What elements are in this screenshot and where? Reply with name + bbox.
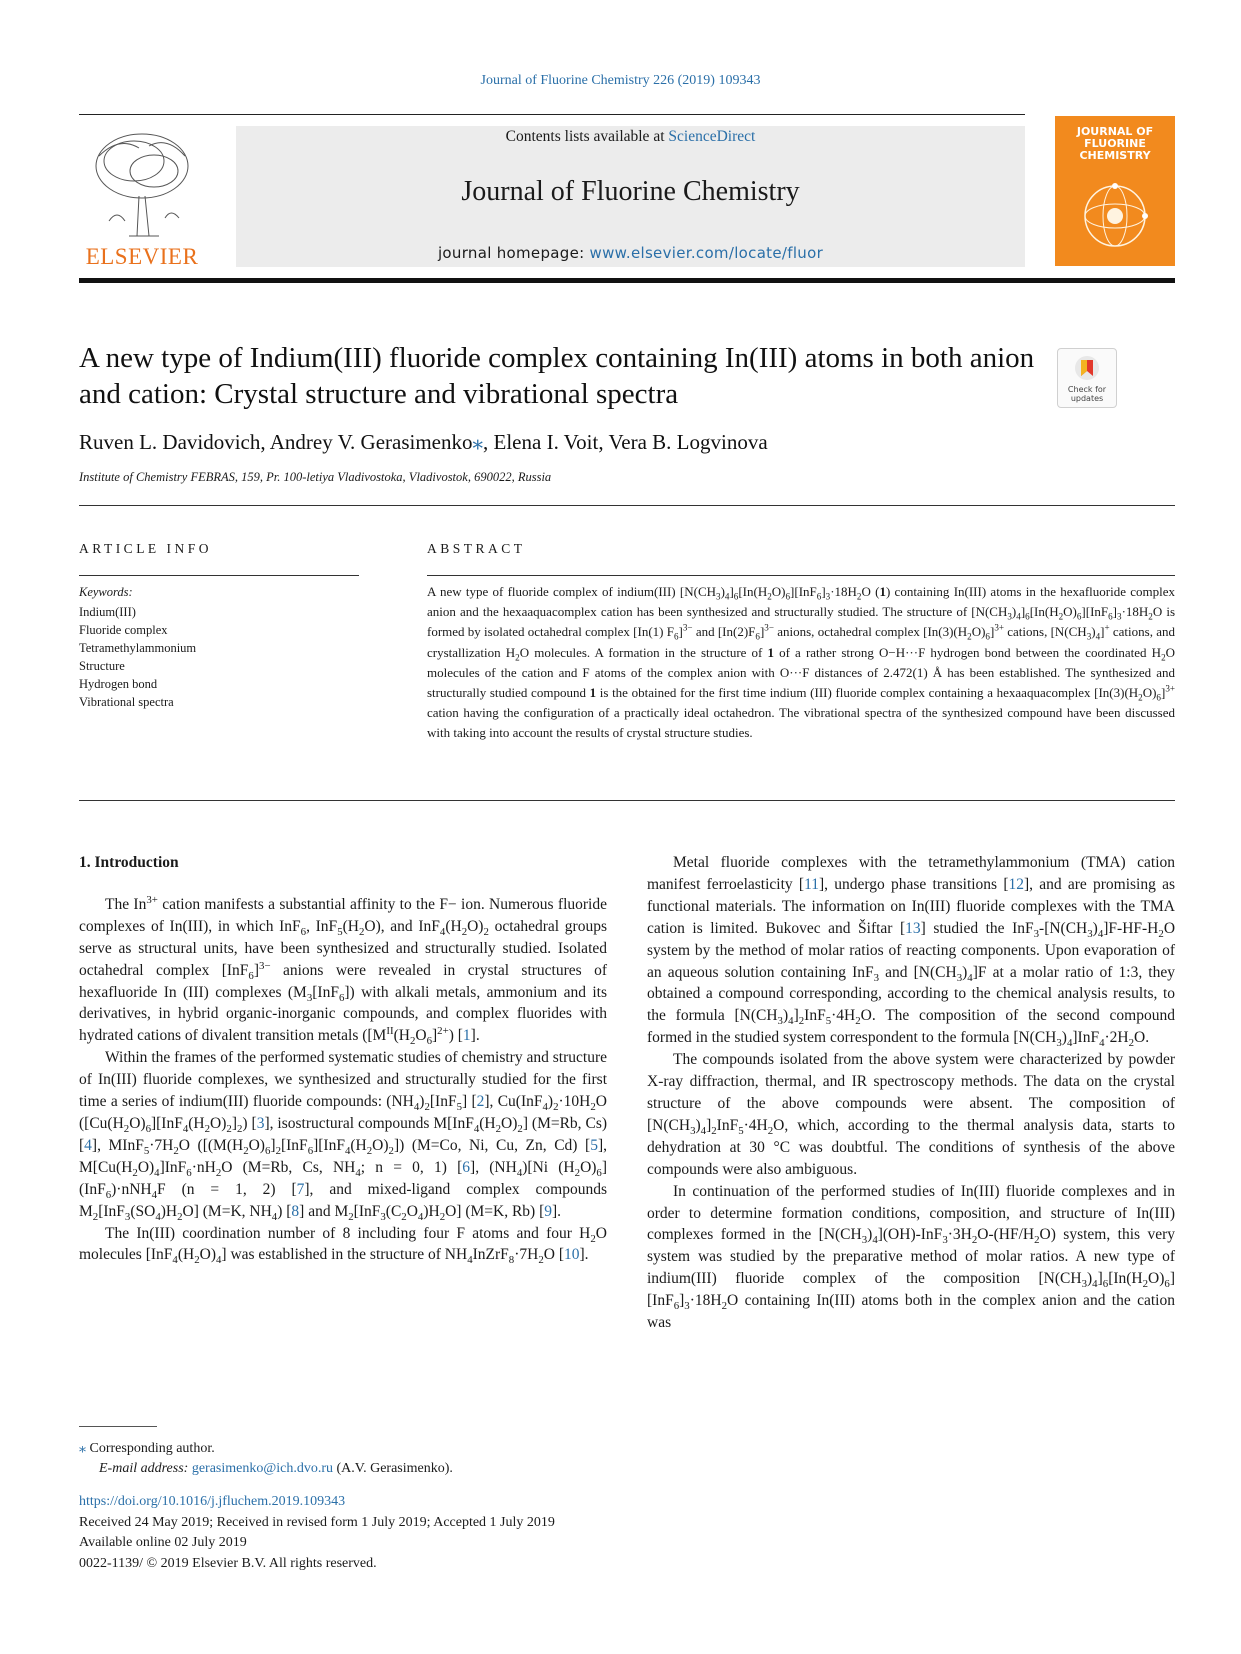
- publication-info: [79, 1492, 555, 1574]
- citation-link[interactable]: 11: [804, 875, 819, 893]
- body-paragraph: Metal fluoride complexes with the tetramethylammonium (TMA) cation manifest ferroelasticity [11], undergo phase transitions [12], and are promising as functional materials. The information on In(III) fluoride complexes with the TMA cation is limited. Bukovec and Šiftar [13] studied the $InF_3-[N(CH_3)_4]F-HF-H_2O$ system by the method of molar ratios of reacting components. Upon evaporation of an aqueous solution containing InF$_3$ and $[N(CH_3)_4]F$ at a molar ratio of 1:3, they obtained a compound corresponding, according to the chemical analysis results, to the formula $[N(CH_3)_4]_2InF_5\cdot 4H_2O$. The composition of the second compound formed in the studied system correspondent to the formula $[N(CH_3)_4]InF_4\cdot 2H_2O$.: [647, 854, 1176, 1050]
- corresponding-author-text: Corresponding author.: [89, 1441, 215, 1456]
- citation-link[interactable]: 4: [84, 1136, 92, 1154]
- keywords-list: [79, 603, 196, 711]
- journal-cover-image[interactable]: [1055, 116, 1175, 266]
- atom-icon: [1075, 176, 1155, 256]
- copyright: 0022-1139/ © 2019 Elsevier B.V. All rights reserved.: [79, 1555, 377, 1571]
- citation-link[interactable]: 9: [544, 1202, 553, 1220]
- citation-link[interactable]: 2: [476, 1093, 485, 1111]
- corresponding-author-footnote: [79, 1439, 453, 1479]
- bookmark-icon: [1074, 355, 1100, 383]
- body-column-right: [647, 852, 1175, 1334]
- abstract-text: A new type of fluoride complex of indium(III) $[N(CH_3)_4]_6[In(H_2O)_6][InF_6]_3\cdot 18H_2O$ (1) containing In(III) atoms in the hexafluoride complex anion and the hexaaquacomplex cation has been synthesized and structurally studied. The structure of $[N(CH_3)_4]_6[In(H_2O)_6][InF_6]_3\cdot 18H_2O$ is formed by isolated octahedral complex [In(1) $F_6]^{3-}$ and $[In(2)F_6]^{3-}$ anions, octahedral complex $[In(3)(H_2O)_6]^{3+}$ cations, $[N(CH_3)_4]^+$ cations, and crystallization $H_2O$ molecules. A formation in the structure of 1 of a rather strong O−H···F hydrogen bond between the coordinated $H_2O$ molecules of the cation and F atoms of the complex anion with O···F distances of 2.472(1) Å has been established. The synthesized and structurally studied compound 1 is the obtained for the first time indium (III) fluoride complex containing a hexaaquacomplex $[In(3)(H_2O)_6]^{3+}$ cation having the configuration of a practically ideal octahedron. The vibrational spectra of the synthesized compound have been discussed with taking into account the results of crystal structure studies.: [427, 584, 1176, 741]
- citation-link[interactable]: 12: [1008, 875, 1024, 893]
- author-name[interactable]: Elena I. Voit: [493, 430, 599, 454]
- author-list: Ruven L. Davidovich, Andrey V. Gerasimenko⁎, Elena I. Voit, Vera B. Logvinova: [79, 430, 768, 454]
- footnote-rule: [79, 1426, 157, 1427]
- abstract-heading: ABSTRACT: [427, 541, 526, 556]
- body-column-left: [79, 852, 607, 1266]
- body-paragraph: In continuation of the performed studies of In(III) fluoride complexes and in order to determine formation conditions, composition, and structure of In(III) complexes formed in the $[N(CH_3)_4](OH)-InF_3\cdot 3H_2O-(HF/H_2O)$ system, this very system was studied by the preparative method of molar ratios. A new type of indium(III) fluoride complex of the composition $[N(CH_3)_4]_6[In(H_2O)_6][InF_6]_3\cdot 18H_2O$ containing In(III) atoms both in the complex anion and the cation was: [647, 1182, 1175, 1332]
- sciencedirect-link[interactable]: ScienceDirect: [668, 128, 756, 145]
- keyword: Indium(III): [79, 605, 136, 619]
- email-suffix: (A.V. Gerasimenko).: [333, 1461, 453, 1476]
- header-rule-top: [79, 114, 1025, 115]
- author-name[interactable]: Vera B. Logvinova: [608, 430, 768, 454]
- journal-title: Journal of Fluorine Chemistry: [461, 176, 800, 207]
- keyword: Tetramethylammonium: [79, 641, 197, 655]
- citation-link[interactable]: 3: [256, 1114, 265, 1132]
- corresponding-author-marker[interactable]: ⁎: [472, 430, 484, 454]
- elsevier-wordmark: ELSEVIER: [85, 244, 199, 269]
- body-paragraph: The In(III) coordination number of 8 including four F atoms and four $H_2O$ molecules $[InF_4(H_2O)_4]$ was established in the structure of $NH_4InZrF_8\cdot 7H_2O$ [10].: [79, 1224, 607, 1267]
- abstract-bottom-rule: [79, 800, 1175, 801]
- body-paragraph: The compounds isolated from the above system were characterized by powder X-ray diffraction, thermal, and IR spectroscopy methods. The data on the crystal structure of the above compounds were absent. The composition of $[N(CH_3)_4]_2InF_5\cdot 4H_2O$, which, according to the thermal analysis data, starts to dehydration at 30 °C was doubtful. The conditions of synthesis of the above compounds were also ambiguous.: [647, 1051, 1175, 1178]
- check-for-updates-button[interactable]: [1057, 348, 1117, 408]
- received-dates: Received 24 May 2019; Received in revised form 1 July 2019; Accepted 1 July 2019: [79, 1514, 555, 1530]
- available-online: Available online 02 July 2019: [79, 1535, 247, 1550]
- check-for-updates-label: Check for updates: [1067, 385, 1107, 403]
- article-info-heading: ARTICLE INFO: [79, 541, 213, 556]
- email-link[interactable]: gerasimenko@ich.dvo.ru: [191, 1461, 334, 1476]
- citation-link[interactable]: 10: [563, 1246, 580, 1264]
- journal-homepage-line: [236, 244, 1025, 262]
- affiliation: Institute of Chemistry FEBRAS, 159, Pr. 100-letiya Vladivostoka, Vladivostok, 690022, Russia: [79, 470, 552, 484]
- abstract-rule: [427, 575, 1175, 576]
- author-name[interactable]: Andrey V. Gerasimenko: [269, 430, 473, 454]
- article-title: A new type of Indium(III) fluoride complex containing In(III) atoms in both anion and cation: Crystal structure and vibrational spectra: [79, 342, 1035, 410]
- homepage-prefix: journal homepage:: [437, 244, 590, 262]
- contents-prefix: Contents lists available at: [505, 128, 669, 145]
- citation-link[interactable]: 1: [462, 1027, 471, 1045]
- footnote-marker: ⁎: [79, 1441, 86, 1456]
- citation-link[interactable]: 13: [905, 919, 921, 937]
- keyword: Hydrogen bond: [79, 677, 158, 691]
- keyword: Fluoride complex: [79, 623, 168, 637]
- journal-citation[interactable]: Journal of Fluorine Chemistry 226 (2019) 109343: [480, 73, 761, 88]
- body-paragraph: The $In^{3+}$ cation manifests a substantial affinity to the F− ion. Numerous fluoride complexes of In(III), in which InF$_6$, $InF_5(H_2O)$, and $InF_4(H_2O)_2$ octahedral groups serve as structural units, have been synthesized and structurally studied. Isolated octahedral complex $[InF_6]^{3-}$ anions were revealed in crystal structures of hexafluoride In (III) complexes $(M_3[InF_6])$ with alkali metals, ammonium and its derivatives, in hybrid organic-inorganic compounds, and complex fluorides with hydrated cations of divalent transition metals ($[M^{II}(H_2O_6]^{2+})$ [1].: [79, 893, 607, 1048]
- keyword: Structure: [79, 659, 125, 673]
- keywords-label: Keywords:: [79, 585, 133, 599]
- keyword: Vibrational spectra: [79, 695, 174, 709]
- contents-available-line: [236, 128, 1025, 146]
- affiliation-rule: [79, 505, 1175, 506]
- doi-link[interactable]: https://doi.org/10.1016/j.jfluchem.2019.109343: [79, 1494, 346, 1509]
- citation-link[interactable]: 7: [296, 1180, 305, 1198]
- cover-title: JOURNAL OF FLUORINE CHEMISTRY: [1076, 125, 1154, 162]
- author-name[interactable]: Ruven L. Davidovich: [79, 430, 261, 454]
- citation-link[interactable]: 6: [462, 1158, 471, 1176]
- article-info-rule: [79, 575, 359, 576]
- body-paragraph: Within the frames of the performed systematic studies of chemistry and structure of In(III) fluoride complexes, we synthesized and structurally studied for the first time a series of indium(III) fluoride compounds: $(NH_4)_2[InF_5]$ [2], $Cu(InF_4)_2\cdot 10H_2O$ $([Cu(H_2O)_6][InF_4(H_2O)_2]_2)$ [3], isostructural compounds $M[InF_4(H_2O)_2]$ (M=Rb, Cs) [4], $MInF_5\cdot 7H_2O$ ($[(M(H_2O)_6]_2[InF_6][InF_4(H_2O)_2])$ (M=Co, Ni, Cu, Zn, Cd) [5], $M[Cu(H_2O)_4]InF_6\cdot nH_2O$ (M=Rb, Cs, $NH_4$; n = 0, 1) [6], $(NH_4)[Ni$ $(H_2O)_6](InF_6)\cdot nNH_4F$ (n = 1, 2) [7], and mixed-ligand complex compounds $M_2[InF_3(SO_4)H_2O]$ (M=K, $NH_4$) [8] and $M_2[InF_3(C_2O_4)H_2O]$ (M=K, Rb) [9].: [79, 1049, 608, 1223]
- citation-link[interactable]: 8: [291, 1202, 300, 1220]
- section-heading: 1. Introduction: [79, 854, 179, 871]
- homepage-link[interactable]: www.elsevier.com/locate/fluor: [589, 244, 824, 262]
- email-label: E-mail address:: [99, 1461, 189, 1476]
- citation-link[interactable]: 5: [590, 1136, 598, 1154]
- header-rule-bottom: [79, 278, 1175, 283]
